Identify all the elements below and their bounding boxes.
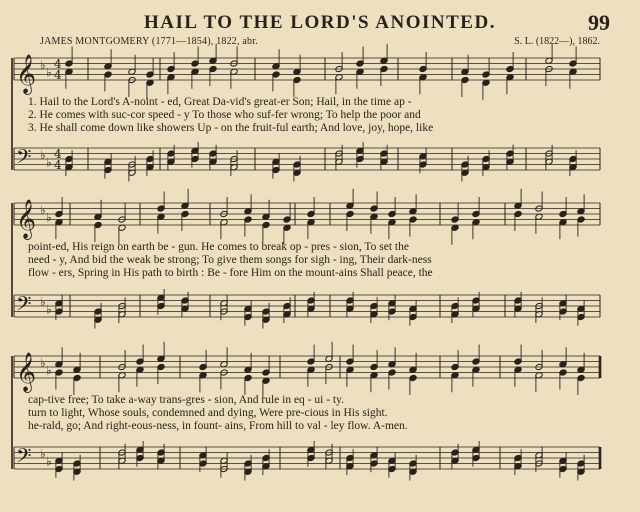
time-signature-bottom: 4 — [54, 158, 62, 172]
hymn-title: HAIL TO THE LORD'S ANOINTED. — [144, 12, 496, 33]
flat-sign: ♭ — [46, 454, 52, 469]
time-signature-bottom: 4 — [54, 68, 62, 82]
lyrics-system1-verse3: 3. He shall come down like showers Up - on the fruit-ful earth; And love, joy, hope, like — [28, 122, 434, 134]
lyrics-system2-verse3: flow - ers, Spring in His path to birth : Be - fore Him on the mount-ains Shall peace, the — [28, 267, 433, 279]
composer-credit: S. L. (1822—), 1862. — [514, 36, 600, 47]
flat-sign: ♭ — [46, 155, 52, 170]
lyrics-system2-verse1: point-ed, His reign on earth be - gun. He comes to break op - pres - sion, To set the — [28, 241, 409, 253]
flat-sign: ♭ — [40, 295, 46, 309]
treble-clef: 𝄞 — [16, 199, 37, 239]
page-number: 99 — [588, 10, 610, 35]
author-credit: JAMES MONTGOMERY (1771—1854), 1822, abr. — [40, 36, 258, 47]
lyrics-system1-verse2: 2. He comes with suc-cor speed - y To those who suf-fer wrong; To help the poor and — [28, 109, 421, 121]
treble-clef: 𝄞 — [16, 54, 37, 94]
flat-sign: ♭ — [40, 447, 46, 461]
flat-sign: ♭ — [46, 65, 52, 80]
flat-sign: ♭ — [46, 210, 52, 225]
flat-sign: ♭ — [40, 203, 46, 217]
flat-sign: ♭ — [40, 148, 46, 162]
flat-sign: ♭ — [40, 58, 46, 72]
bass-clef: 𝄢 — [16, 145, 32, 173]
treble-clef: 𝄞 — [16, 352, 37, 392]
lyrics-system3-verse3: he-rald, go; And right-eous-ness, in fount- ains, From hill to val - ley flow. A-men. — [28, 420, 408, 432]
time-signature-top: 4 — [54, 147, 62, 161]
flat-sign: ♭ — [46, 363, 52, 378]
lyrics-system1-verse1: 1. Hail to the Lord's A-noint - ed, Great Da-vid's great-er Son; Hail, in the time ap - — [28, 96, 412, 108]
lyrics-system3-verse1: cap-tive free; To take a-way trans-gres - sion, And rule in eq - ui - ty. — [28, 394, 344, 406]
flat-sign: ♭ — [40, 356, 46, 370]
bass-clef: 𝄢 — [16, 292, 32, 320]
lyrics-system2-verse2: need - y, And bid the weak be strong; To give them songs for sigh - ing, Their dark-ness — [28, 254, 432, 266]
bass-clef: 𝄢 — [16, 444, 32, 472]
flat-sign: ♭ — [46, 302, 52, 317]
lyrics-system3-verse2: turn to light, Whose souls, condemned and dying, Were pre-cious in His sight. — [28, 407, 388, 419]
time-signature-top: 4 — [54, 57, 62, 71]
